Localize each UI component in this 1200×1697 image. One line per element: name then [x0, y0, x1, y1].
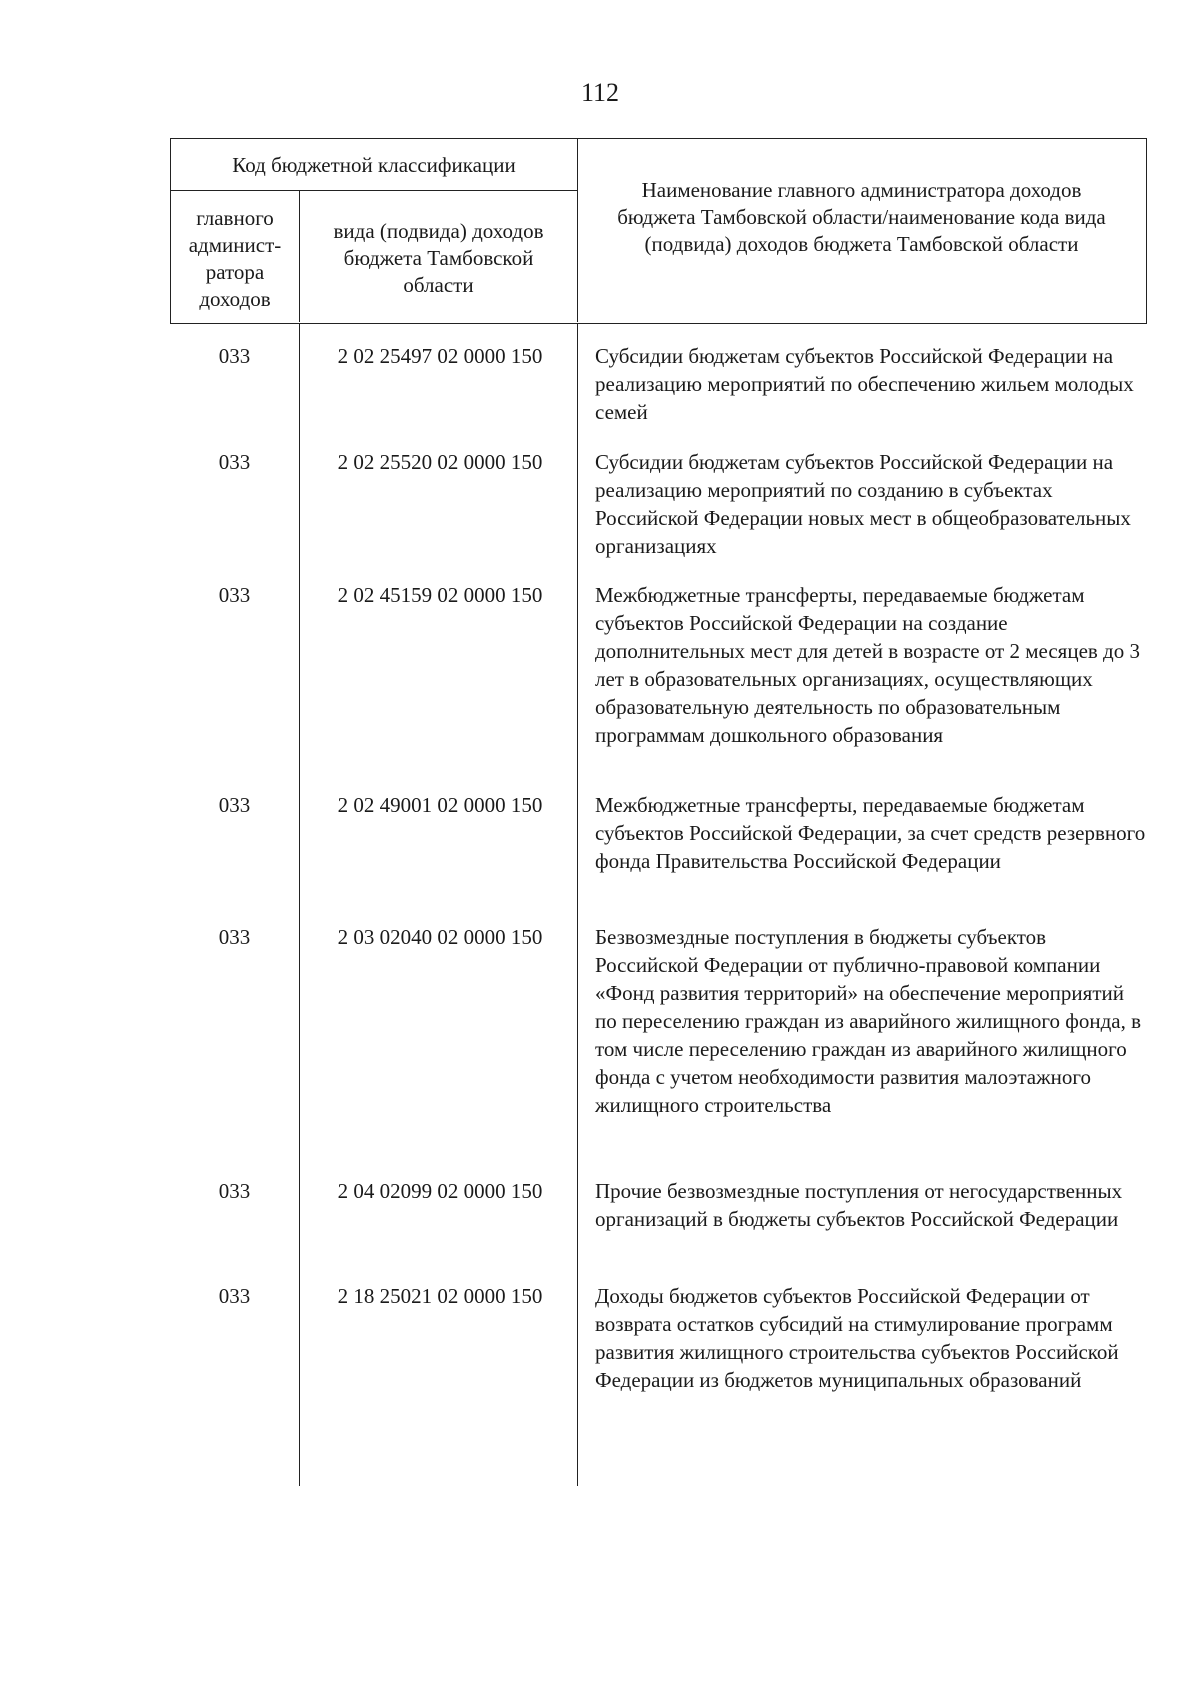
header-name: Наименование главного администратора доходов бюджета Тамбовской области/наименование кода вида (подвида) доходов бюджета Тамбовской области: [617, 178, 1106, 256]
header-income-type: вида (подвида) доходов бюджета Тамбовской области: [300, 191, 578, 322]
admin-code: 033: [218, 450, 251, 474]
income-code: 2 02 45159 02 0000 150: [337, 583, 543, 607]
admin-code: 033: [218, 793, 251, 817]
income-codes-table: [170, 138, 1147, 1486]
income-code: 2 03 02040 02 0000 150: [337, 925, 543, 949]
income-name: Доходы бюджетов субъектов Российской Федерации от возврата остатков субсидий на стимулирование программ развития жилищного строительства субъектов Российской Федерации из бюджетов муниципальных образований: [595, 1284, 1119, 1392]
income-code: 2 02 25520 02 0000 150: [337, 450, 543, 474]
income-name: Межбюджетные трансферты, передаваемые бюджетам субъектов Российской Федерации на создание дополнительных мест для детей в возрасте от 2 месяцев до 3 лет в образовательных организациях, осуществляющих образовательную деятельность по образовательным программам дошкольного образования: [595, 583, 1140, 747]
admin-code: 033: [218, 344, 251, 368]
admin-code: 033: [218, 1179, 251, 1203]
income-name: Межбюджетные трансферты, передаваемые бюджетам субъектов Российской Федерации, за счет средств резервного фонда Правительства Российской Федерации: [595, 793, 1146, 873]
income-code: 2 04 02099 02 0000 150: [337, 1179, 543, 1203]
admin-code: 033: [218, 925, 251, 949]
income-name: Безвозмездные поступления в бюджеты субъектов Российской Федерации от публично-правовой компании «Фонд развития территорий» на обеспечение мероприятий по переселению граждан из аварийного жилищного фонда, в том числе переселению граждан из аварийного жилищного фонда с учетом необходимости развития малоэтажного жилищного строительства: [595, 925, 1142, 1117]
column-divider: [299, 324, 300, 1486]
income-name: Прочие безвозмездные поступления от негосударственных организаций в бюджеты субъектов Российской Федерации: [595, 1179, 1123, 1231]
income-name: Субсидии бюджетам субъектов Российской Федерации на реализацию мероприятий по обеспечению жильем молодых семей: [595, 344, 1134, 424]
page-number: 112: [580, 78, 620, 107]
header-main-administrator: главного админист-ратора доходов: [171, 191, 300, 322]
income-name: Субсидии бюджетам субъектов Российской Федерации на реализацию мероприятий по созданию в субъектах Российской Федерации новых мест в общеобразовательных организациях: [595, 450, 1131, 558]
column-divider: [577, 324, 578, 1486]
table-header: [170, 138, 1147, 324]
admin-code: 033: [218, 1284, 251, 1308]
table-body: [170, 324, 1147, 1486]
admin-code: 033: [218, 583, 251, 607]
income-code: 2 02 49001 02 0000 150: [337, 793, 543, 817]
income-code: 2 02 25497 02 0000 150: [337, 344, 543, 368]
income-code: 2 18 25021 02 0000 150: [337, 1284, 543, 1308]
header-classification-code: Код бюджетной классификации: [171, 139, 578, 191]
